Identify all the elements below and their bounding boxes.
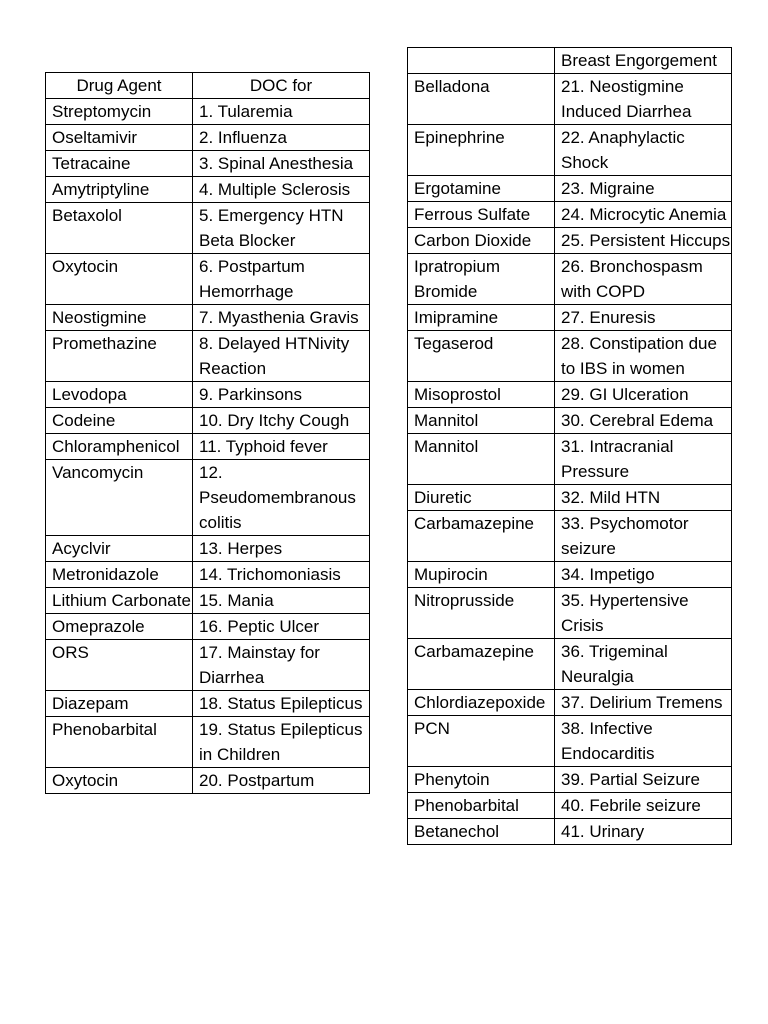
drug-agent-cell: Lithium Carbonate: [46, 588, 193, 614]
table-row: [46, 640, 370, 691]
header-drug-agent: Drug Agent: [46, 73, 193, 99]
table-row: [408, 176, 732, 202]
table-row: [408, 74, 732, 125]
table-row: [408, 690, 732, 716]
drug-agent-cell: Betanechol: [408, 819, 555, 845]
doc-for-cell: 18. Status Epilepticus: [193, 691, 370, 717]
table-row: [408, 639, 732, 690]
doc-for-cell: 36. Trigeminal Neuralgia: [555, 639, 732, 690]
doc-for-cell: 26. Bronchospasm with COPD: [555, 254, 732, 305]
table-row: [46, 536, 370, 562]
drug-agent-cell: Oxytocin: [46, 254, 193, 305]
table-row: [408, 588, 732, 639]
table-row: [408, 305, 732, 331]
doc-for-cell: 41. Urinary: [555, 819, 732, 845]
drug-doc-table-left: [45, 72, 370, 794]
drug-agent-cell: Metronidazole: [46, 562, 193, 588]
drug-agent-cell: Betaxolol: [46, 203, 193, 254]
doc-for-cell: 32. Mild HTN: [555, 485, 732, 511]
drug-agent-cell: Misoprostol: [408, 382, 555, 408]
doc-for-cell: 5. Emergency HTN Beta Blocker: [193, 203, 370, 254]
table-row: [46, 691, 370, 717]
drug-agent-cell: Carbamazepine: [408, 639, 555, 690]
right-table-body: [408, 48, 732, 845]
table-row: [408, 382, 732, 408]
drug-agent-cell: Oseltamivir: [46, 125, 193, 151]
doc-for-cell: 17. Mainstay for Diarrhea: [193, 640, 370, 691]
drug-agent-cell: Carbamazepine: [408, 511, 555, 562]
table-row: [408, 562, 732, 588]
drug-agent-cell: Levodopa: [46, 382, 193, 408]
doc-for-cell: 8. Delayed HTNivity Reaction: [193, 331, 370, 382]
table-row: [46, 203, 370, 254]
doc-for-cell: Breast Engorgement: [555, 48, 732, 74]
doc-for-cell: 1. Tularemia: [193, 99, 370, 125]
doc-for-cell: 16. Peptic Ulcer: [193, 614, 370, 640]
drug-agent-cell: Epinephrine: [408, 125, 555, 176]
table-row: [46, 254, 370, 305]
doc-for-cell: 11. Typhoid fever: [193, 434, 370, 460]
drug-agent-cell: Belladona: [408, 74, 555, 125]
doc-for-cell: 38. Infective Endocarditis: [555, 716, 732, 767]
doc-for-cell: 30. Cerebral Edema: [555, 408, 732, 434]
table-row: [408, 408, 732, 434]
doc-for-cell: 12. Pseudomembranous colitis: [193, 460, 370, 536]
doc-for-cell: 34. Impetigo: [555, 562, 732, 588]
table-row: [46, 177, 370, 203]
table-row: [408, 716, 732, 767]
left-table-body: [46, 99, 370, 794]
drug-agent-cell: Ferrous Sulfate: [408, 202, 555, 228]
table-row: [408, 485, 732, 511]
drug-agent-cell: Mannitol: [408, 434, 555, 485]
drug-agent-cell: Nitroprusside: [408, 588, 555, 639]
table-header-row: [46, 73, 370, 99]
drug-agent-cell: Codeine: [46, 408, 193, 434]
table-row: [46, 562, 370, 588]
table-row: [46, 382, 370, 408]
drug-agent-cell: Phenobarbital: [408, 793, 555, 819]
drug-agent-cell: Omeprazole: [46, 614, 193, 640]
doc-for-cell: 40. Febrile seizure: [555, 793, 732, 819]
table-row: [46, 408, 370, 434]
doc-for-cell: 24. Microcytic Anemia: [555, 202, 732, 228]
doc-for-cell: 7. Myasthenia Gravis: [193, 305, 370, 331]
drug-agent-cell: Chlordiazepoxide: [408, 690, 555, 716]
drug-agent-cell: Promethazine: [46, 331, 193, 382]
table-row: [408, 331, 732, 382]
table-row: [408, 819, 732, 845]
drug-agent-cell: Carbon Dioxide: [408, 228, 555, 254]
table-row: [46, 768, 370, 794]
doc-for-cell: 33. Psychomotor seizure: [555, 511, 732, 562]
drug-agent-cell: Chloramphenicol: [46, 434, 193, 460]
table-row: [408, 48, 732, 74]
table-row: [408, 125, 732, 176]
drug-agent-cell: Imipramine: [408, 305, 555, 331]
doc-for-cell: 13. Herpes: [193, 536, 370, 562]
doc-for-cell: 9. Parkinsons: [193, 382, 370, 408]
doc-for-cell: 4. Multiple Sclerosis: [193, 177, 370, 203]
doc-for-cell: 14. Trichomoniasis: [193, 562, 370, 588]
drug-agent-cell: Phenobarbital: [46, 717, 193, 768]
drug-doc-table-right: [407, 47, 732, 845]
drug-agent-cell: Tegaserod: [408, 331, 555, 382]
drug-agent-cell: Streptomycin: [46, 99, 193, 125]
doc-for-cell: 21. Neostigmine Induced Diarrhea: [555, 74, 732, 125]
table-row: [408, 254, 732, 305]
doc-for-cell: 19. Status Epilepticus in Children: [193, 717, 370, 768]
doc-for-cell: 6. Postpartum Hemorrhage: [193, 254, 370, 305]
doc-for-cell: 39. Partial Seizure: [555, 767, 732, 793]
drug-agent-cell: Amytriptyline: [46, 177, 193, 203]
doc-for-cell: 25. Persistent Hiccups: [555, 228, 732, 254]
table-row: [46, 588, 370, 614]
doc-for-cell: 37. Delirium Tremens: [555, 690, 732, 716]
doc-for-cell: 35. Hypertensive Crisis: [555, 588, 732, 639]
table-row: [46, 305, 370, 331]
doc-for-cell: 29. GI Ulceration: [555, 382, 732, 408]
table-row: [408, 202, 732, 228]
doc-for-cell: 31. Intracranial Pressure: [555, 434, 732, 485]
drug-agent-cell: Mupirocin: [408, 562, 555, 588]
doc-for-cell: 2. Influenza: [193, 125, 370, 151]
table-row: [408, 793, 732, 819]
table-row: [46, 614, 370, 640]
table-row: [408, 511, 732, 562]
drug-agent-cell: Phenytoin: [408, 767, 555, 793]
table-row: [408, 228, 732, 254]
doc-for-cell: 27. Enuresis: [555, 305, 732, 331]
table-row: [46, 717, 370, 768]
table-row: [46, 331, 370, 382]
doc-for-cell: 10. Dry Itchy Cough: [193, 408, 370, 434]
doc-for-cell: 15. Mania: [193, 588, 370, 614]
drug-agent-cell: Tetracaine: [46, 151, 193, 177]
doc-for-cell: 22. Anaphylactic Shock: [555, 125, 732, 176]
drug-agent-cell: [408, 48, 555, 74]
table-row: [408, 767, 732, 793]
table-row: [46, 125, 370, 151]
header-doc-for: DOC for: [193, 73, 370, 99]
drug-agent-cell: Ipratropium Bromide: [408, 254, 555, 305]
drug-agent-cell: Ergotamine: [408, 176, 555, 202]
drug-agent-cell: Vancomycin: [46, 460, 193, 536]
drug-agent-cell: PCN: [408, 716, 555, 767]
doc-for-cell: 28. Constipation due to IBS in women: [555, 331, 732, 382]
drug-agent-cell: Mannitol: [408, 408, 555, 434]
table-row: [46, 460, 370, 536]
drug-agent-cell: Diazepam: [46, 691, 193, 717]
table-row: [46, 99, 370, 125]
table-row: [46, 151, 370, 177]
table-row: [46, 434, 370, 460]
drug-agent-cell: ORS: [46, 640, 193, 691]
drug-agent-cell: Acyclvir: [46, 536, 193, 562]
table-row: [408, 434, 732, 485]
doc-for-cell: 20. Postpartum: [193, 768, 370, 794]
doc-for-cell: 23. Migraine: [555, 176, 732, 202]
drug-agent-cell: Neostigmine: [46, 305, 193, 331]
drug-agent-cell: Oxytocin: [46, 768, 193, 794]
drug-agent-cell: Diuretic: [408, 485, 555, 511]
doc-for-cell: 3. Spinal Anesthesia: [193, 151, 370, 177]
